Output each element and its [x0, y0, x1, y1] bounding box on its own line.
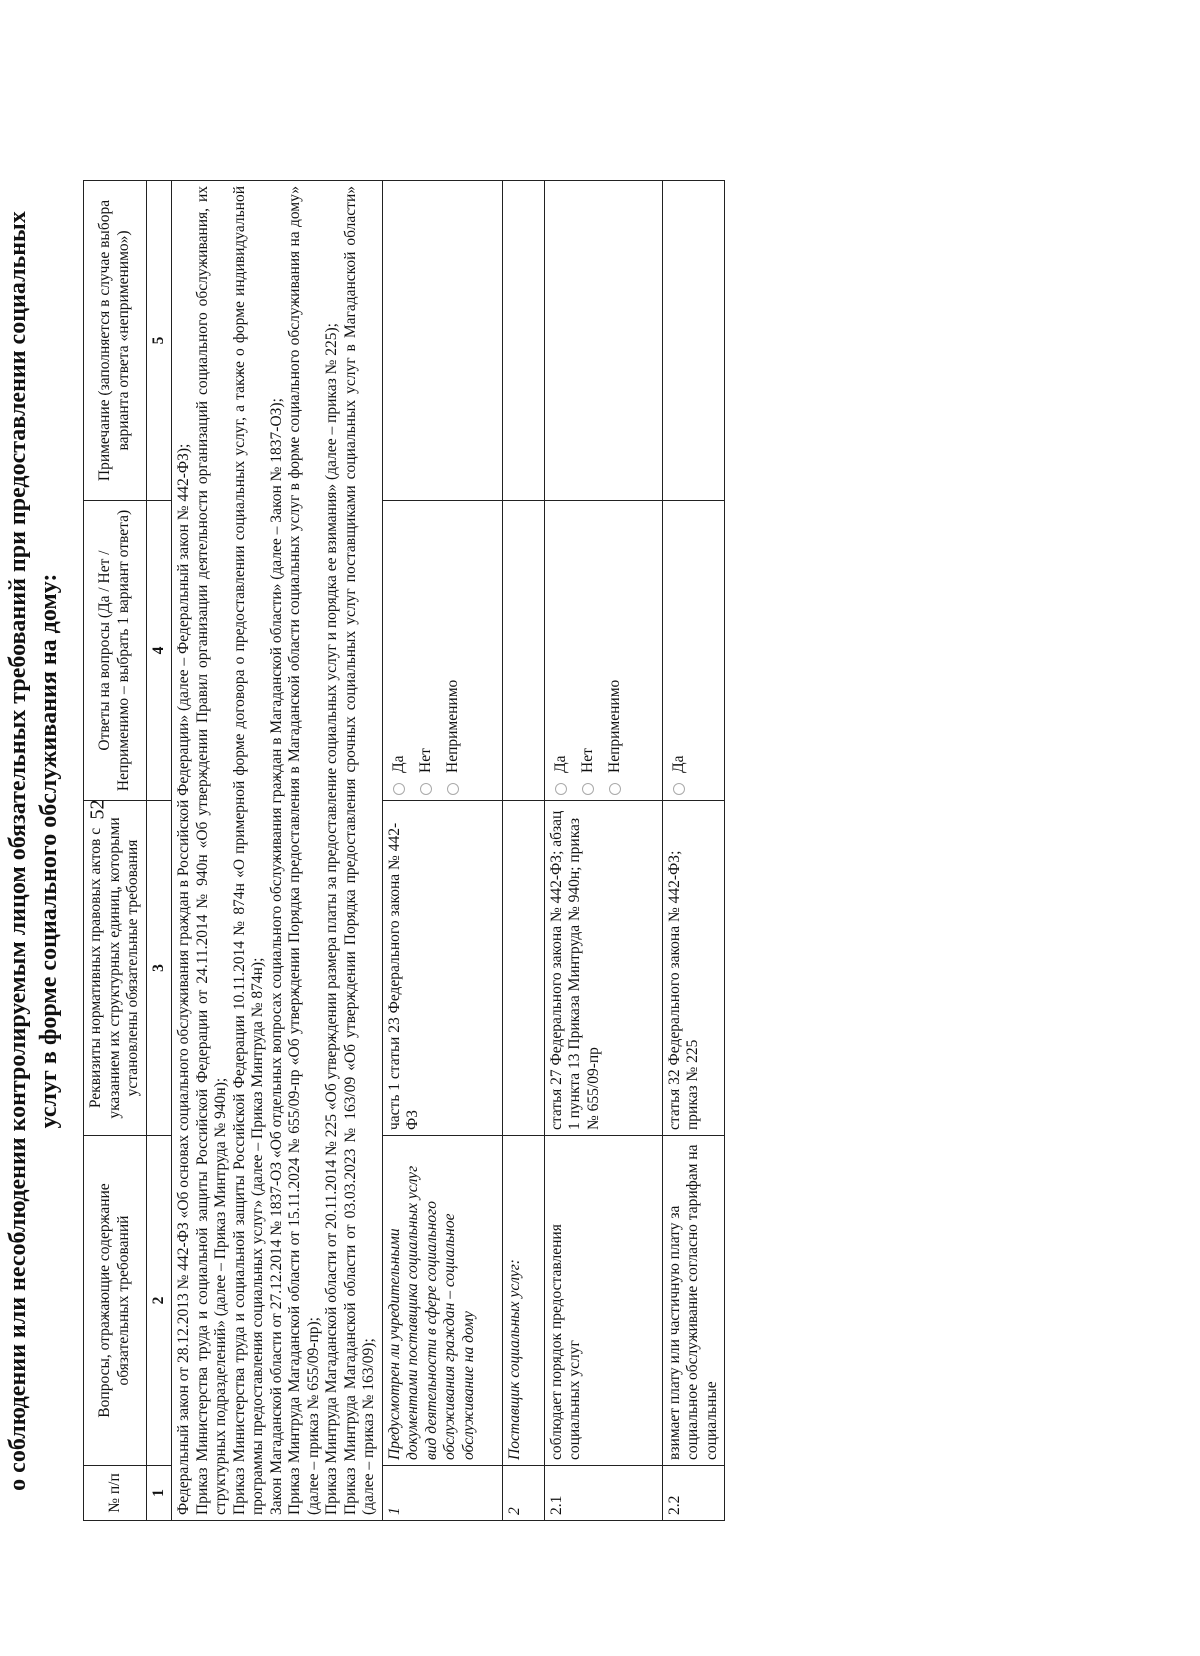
radio-icon[interactable]: [673, 783, 685, 795]
legal-basis-item: Приказ Министерства труда и социальной защиты Российской Федерации 10.11.2014 № 874н «О примерной форме договора о предоставлении социальных услуг, а также о форме индивидуальной программы предоставления социальных услуг» (далее – Приказ Минтруда № 874н);: [230, 186, 266, 1515]
rotated-content: [0, 171, 872, 1531]
radio-icon[interactable]: [393, 783, 405, 795]
column-number: 2: [146, 1136, 172, 1466]
row-number: 2.2: [662, 1466, 725, 1521]
header-row: [84, 181, 147, 1521]
table-row: [382, 181, 502, 1521]
legal-basis-cell: [172, 181, 383, 1521]
row-basis: часть 1 статьи 23 Федерального закона № 442-ФЗ: [382, 801, 502, 1136]
answer-option-yes[interactable]: [386, 506, 413, 795]
header-basis: Реквизиты нормативных правовых актов с указанием их структурных единиц, которыми установлены обязательные требования: [84, 801, 147, 1136]
row-number: 2: [502, 1466, 544, 1521]
checklist-table: [83, 180, 725, 1521]
table-row: [544, 181, 662, 1521]
row-number: 1: [382, 1466, 502, 1521]
row-note: [382, 181, 502, 501]
row-answers: [662, 501, 725, 801]
page-number: 52: [86, 799, 109, 820]
row-question: взимает плату или частичную плату за социальное обслуживание согласно тарифам на социальные: [662, 1136, 725, 1466]
answer-label: Неприменимо: [443, 679, 461, 773]
legal-basis-item: Приказ Минтруда Магаданской области от 15.11.2024 № 655/09-пр «Об утверждении Порядка предоставления в Магаданской области социальных услуг в форме социального обслуживания на дому» (далее – приказ № 655/09-пр);: [286, 186, 322, 1515]
row-basis: [502, 801, 544, 1136]
header-answers: Ответы на вопросы (Да / Нет / Неприменимо – выбрать 1 вариант ответа): [84, 501, 147, 801]
row-basis: статья 27 Федерального закона № 442-ФЗ; абзац 1 пункта 13 Приказа Минтруда № 940н; приказ № 655/09-пр: [544, 801, 662, 1136]
row-question: соблюдает порядок предоставления социальных услуг: [544, 1136, 662, 1466]
legal-basis-item: Закон Магаданской области от 27.12.2014 № 1837-ОЗ «Об отдельных вопросах социального обслуживания граждан в Магаданской области» (далее – Закон № 1837-ОЗ);: [267, 398, 285, 1515]
row-question: Поставщик социальных услуг:: [502, 1136, 544, 1466]
title-line-3: услуг в форме социального обслуживания на дому:: [36, 573, 62, 1129]
row-answers: [382, 501, 502, 801]
answer-option-yes[interactable]: [666, 506, 693, 795]
header-question: Вопросы, отражающие содержание обязательных требований: [84, 1136, 147, 1466]
row-answers: [544, 501, 662, 801]
legal-basis-item: Приказ Министерства труда и социальной защиты Российской Федерации от 24.11.2014 № 940н «Об утверждении Правил организации деятельности организаций социального обслуживания, их структурных подразделений» (далее – Приказ Минтруда № 940н);: [193, 186, 229, 1515]
answer-option-no[interactable]: [413, 506, 440, 795]
radio-icon[interactable]: [582, 783, 594, 795]
column-number: 4: [146, 501, 172, 801]
column-number: 1: [146, 1466, 172, 1521]
document-title: [0, 171, 65, 1531]
header-note: Примечание (заполняется в случае выбора варианта ответа «неприменимо»): [84, 181, 147, 501]
row-note: [662, 181, 725, 501]
row-note: [502, 181, 544, 501]
answer-label: Да: [551, 755, 569, 773]
header-num: № п/п: [84, 1466, 147, 1521]
answer-option-na[interactable]: [440, 506, 467, 795]
column-number: 3: [146, 801, 172, 1136]
legal-basis-item: Приказ Минтруда Магаданской области от 03.03.2023 № 163/09 «Об утверждении Порядка предоставления срочных социальных услуг поставщиками социальных услуг в Магаданской области» (далее – приказ № 163/09);: [341, 186, 377, 1515]
radio-icon[interactable]: [555, 783, 567, 795]
radio-icon[interactable]: [420, 783, 432, 795]
answer-option-no[interactable]: [575, 506, 602, 795]
legal-basis-item: Приказ Минтруда Магаданской области от 20.11.2014 № 225 «Об утверждении размера платы за предоставление социальных услуг и порядка ее взимания» (далее – приказ № 225);: [323, 323, 340, 1515]
table-row: [502, 181, 544, 1521]
answer-option-na[interactable]: [602, 506, 629, 795]
title-line-2: о соблюдении или несоблюдении контролируемым лицом обязательных требований при предоставлении социальных: [5, 211, 31, 1491]
row-basis: статья 32 Федерального закона № 442-ФЗ; приказ № 225: [662, 801, 725, 1136]
column-number: 5: [146, 181, 172, 501]
answer-label: Неприменимо: [605, 679, 623, 773]
legal-basis-row: [172, 181, 383, 1521]
answer-label: Нет: [578, 748, 596, 773]
row-answers: [502, 501, 544, 801]
table-row: [662, 181, 725, 1521]
radio-icon[interactable]: [609, 783, 621, 795]
answer-option-yes[interactable]: [548, 506, 575, 795]
radio-icon[interactable]: [447, 783, 459, 795]
column-number-row: [146, 181, 172, 1521]
answer-label: Да: [389, 755, 407, 773]
answer-label: Да: [669, 755, 687, 773]
row-number: 2.1: [544, 1466, 662, 1521]
legal-basis-item: Федеральный закон от 28.12.2013 № 442-ФЗ «Об основах социального обслуживания граждан в Российской Федерации» (далее – Федеральный закон № 442-ФЗ);: [175, 443, 192, 1515]
row-note: [544, 181, 662, 501]
answer-label: Нет: [416, 748, 434, 773]
row-question: Предусмотрен ли учредительными документами поставщика социальных услуг вид деятельности в сфере социального обслуживания граждан – социальное обслуживание на дому: [382, 1136, 502, 1466]
